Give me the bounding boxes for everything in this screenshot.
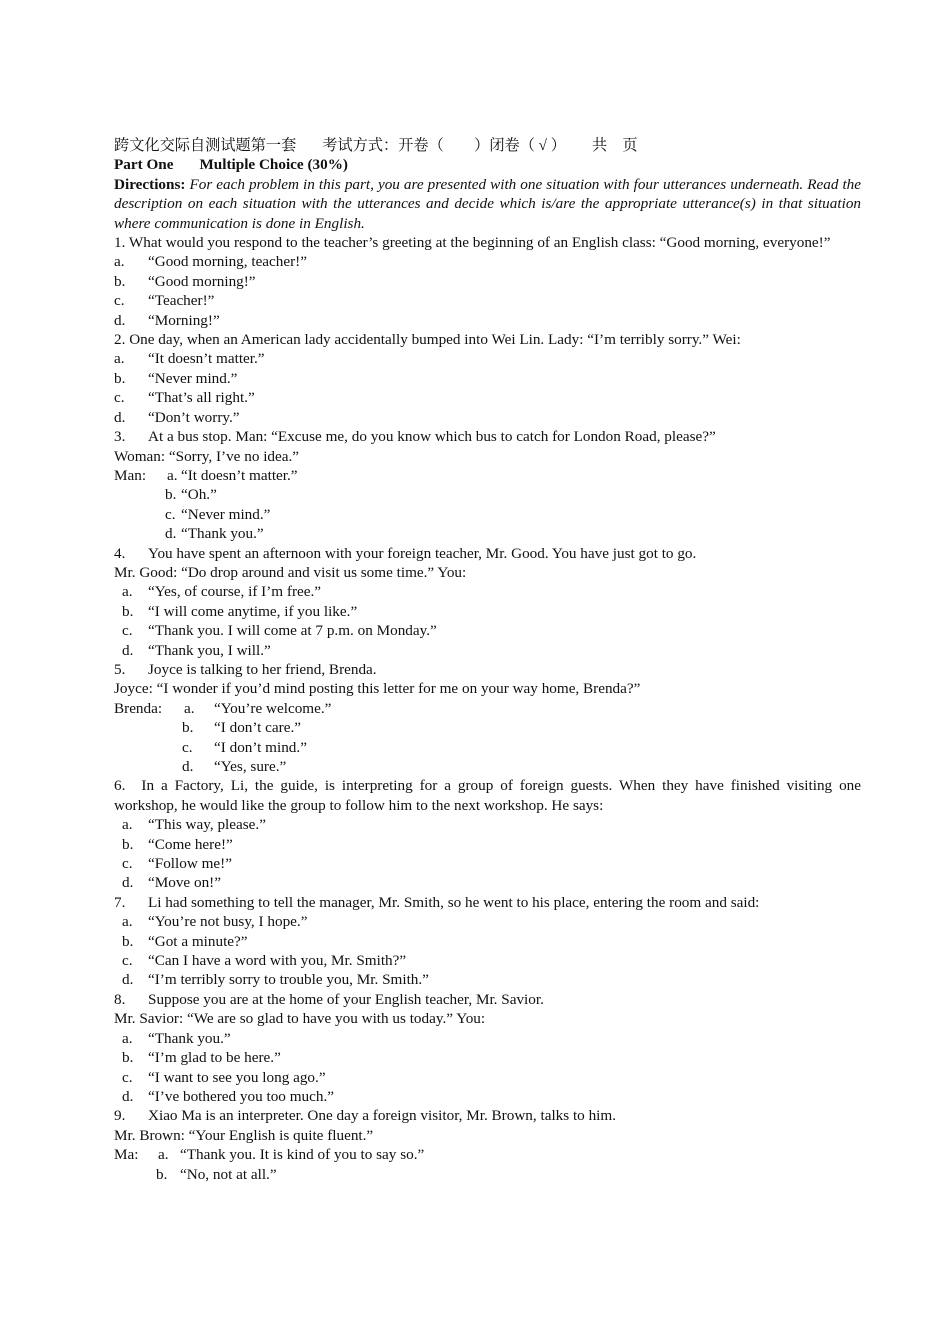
option-text: “Don’t worry.”	[148, 408, 240, 426]
option-text: “Move on!”	[148, 874, 221, 892]
option-text: “Yes, sure.”	[214, 758, 287, 775]
question-text: In a Factory, Li, the guide, is interpreting for a group of foreign guests. When they have finished visiting one workshop, he would like the group to follow him to the next workshop. He says:	[114, 777, 861, 814]
option-letter: b.	[122, 835, 134, 853]
option-letter: d.	[122, 971, 134, 989]
directions-label: Directions:	[114, 175, 186, 193]
option-letter: d.	[122, 874, 134, 892]
option	[114, 291, 861, 310]
option-letter: c.	[122, 622, 133, 640]
option-letter: b.	[122, 602, 134, 620]
exam-page	[114, 136, 861, 1184]
option	[114, 408, 861, 427]
option-text: “Got a minute?”	[148, 932, 248, 950]
option-letter: a.	[114, 253, 125, 271]
question-text: You have spent an afternoon with your foreign teacher, Mr. Good. You have just got to go.	[148, 544, 697, 562]
option-letter: a.	[184, 699, 195, 717]
option	[114, 466, 861, 485]
option-text: “You’re welcome.”	[214, 699, 332, 717]
question-4	[114, 544, 861, 563]
option	[114, 602, 861, 621]
option-letter: d.	[122, 1087, 134, 1105]
question-text: What would you respond to the teacher’s greeting at the beginning of an English class: “Good morning, everyone!”	[128, 234, 831, 252]
option-text: “It doesn’t matter.”	[148, 350, 265, 368]
option	[114, 1048, 861, 1067]
question-number: 9.	[114, 1107, 126, 1125]
exam-title: 跨文化交际自测试题第一套	[114, 137, 297, 154]
question-number: 4.	[114, 544, 126, 562]
option-text: “Teacher!”	[148, 292, 215, 310]
option	[114, 854, 861, 873]
question-text: Suppose you are at the home of your English teacher, Mr. Savior.	[148, 990, 544, 1008]
option-text: “You’re not busy, I hope.”	[148, 913, 308, 931]
option-letter: b.	[122, 932, 134, 950]
question-5	[114, 660, 861, 679]
option	[114, 699, 861, 718]
option	[114, 621, 861, 640]
speaker-label: Man:	[114, 466, 147, 484]
option-letter: a.	[122, 913, 133, 931]
option-text: “Thank you.”	[181, 525, 264, 543]
option	[114, 524, 861, 543]
question-2	[114, 330, 861, 349]
option-letter: c.	[122, 952, 133, 970]
question-number: 3.	[114, 428, 126, 446]
part-heading	[114, 155, 861, 174]
dialogue-line: Woman: “Sorry, I’ve no idea.”	[114, 447, 300, 465]
option-text: “No, not at all.”	[180, 1165, 277, 1183]
option-letter: a.	[122, 1029, 133, 1047]
option-text: “I’m terribly sorry to trouble you, Mr. Smith.”	[148, 971, 429, 989]
directions-text: For each problem in this part, you are presented with one situation with four utterances underneath. Read the description on each situation with the utterances and decide which is/are the appropriate utterance(s) in that situation where communication is done in English.	[114, 175, 862, 232]
option-text: “Never mind.”	[148, 369, 238, 387]
option-text: “Oh.”	[181, 486, 217, 504]
option	[114, 912, 861, 931]
part-title: Multiple Choice (30%)	[199, 156, 348, 174]
option	[114, 1145, 861, 1164]
option	[114, 738, 861, 757]
question-number: 6.	[114, 777, 126, 795]
option-text: “I will come anytime, if you like.”	[148, 602, 358, 620]
option	[114, 951, 861, 970]
option	[114, 815, 861, 834]
question-1	[114, 233, 861, 252]
dialogue-line: Mr. Savior: “We are so glad to have you with us today.” You:	[114, 1010, 486, 1028]
question-text: One day, when an American lady accidentally bumped into Wei Lin. Lady: “I’m terribly sorry.” Wei:	[129, 331, 741, 349]
option	[114, 835, 861, 854]
option-letter: c.	[122, 855, 133, 873]
question-number: 5.	[114, 660, 126, 678]
option-text: “Good morning!”	[148, 272, 256, 290]
option	[114, 873, 861, 892]
option-letter: a.	[167, 466, 178, 484]
option	[114, 757, 861, 776]
option-text: “Follow me!”	[148, 855, 232, 873]
question-number: 2.	[114, 331, 126, 349]
option	[114, 272, 861, 291]
question-9	[114, 1106, 861, 1125]
option-letter: c.	[114, 389, 125, 407]
option	[114, 369, 861, 388]
option	[114, 1068, 861, 1087]
option	[114, 641, 861, 660]
option-letter: d.	[122, 641, 134, 659]
exam-mode: 考试方式：开卷（ ）闭卷（ √ ）	[322, 137, 566, 154]
question-text: At a bus stop. Man: “Excuse me, do you know which bus to catch for London Road, please?”	[148, 428, 716, 446]
option-text: “Thank you, I will.”	[148, 641, 271, 659]
option-letter: b.	[114, 369, 126, 387]
exam-header	[114, 136, 861, 155]
option-letter: a.	[122, 816, 133, 834]
option	[114, 970, 861, 989]
question-number: 7.	[114, 893, 126, 911]
question-8	[114, 990, 861, 1009]
part-label: Part One	[114, 156, 174, 174]
option	[114, 932, 861, 951]
option-letter: d.	[114, 311, 126, 329]
option	[114, 1165, 861, 1184]
option-text: “Thank you. I will come at 7 p.m. on Monday.”	[148, 622, 437, 640]
option-letter: a.	[158, 1146, 169, 1164]
dialogue-line: Joyce: “I wonder if you’d mind posting this letter for me on your way home, Brenda?”	[114, 680, 641, 698]
option	[114, 1029, 861, 1048]
speaker-label: Brenda:	[114, 699, 163, 717]
speaker-label: Ma:	[114, 1146, 139, 1164]
question-3	[114, 427, 861, 446]
option-text: “This way, please.”	[148, 816, 266, 834]
option-text: “Thank you. It is kind of you to say so.”	[180, 1146, 425, 1164]
option	[114, 485, 861, 504]
option-letter: d.	[182, 758, 194, 775]
question-7	[114, 893, 861, 912]
page-count: 共 页	[592, 137, 638, 154]
option-letter: a.	[122, 583, 133, 601]
option-letter: b.	[165, 486, 177, 504]
question-text: Li had something to tell the manager, Mr. Smith, so he went to his place, entering the room and said:	[148, 893, 760, 911]
option-letter: b.	[122, 1049, 134, 1067]
option	[114, 1087, 861, 1106]
option-letter: b.	[182, 719, 194, 737]
option-text: “I want to see you long ago.”	[148, 1068, 326, 1086]
directions	[114, 175, 861, 233]
option-letter: d.	[165, 525, 177, 543]
dialogue-line: Mr. Brown: “Your English is quite fluent.”	[114, 1126, 374, 1144]
option-text: “Morning!”	[148, 311, 220, 329]
option-text: “Thank you.”	[148, 1029, 231, 1047]
question-number: 8.	[114, 990, 126, 1008]
option-letter: b.	[114, 272, 126, 290]
option-letter: b.	[156, 1165, 168, 1183]
option-letter: c.	[182, 738, 193, 756]
option-letter: c.	[122, 1068, 133, 1086]
option-text: “That’s all right.”	[148, 389, 255, 407]
option-text: “I don’t mind.”	[214, 738, 307, 756]
option	[114, 349, 861, 368]
option	[114, 388, 861, 407]
option-text: “I don’t care.”	[214, 719, 301, 737]
option-text: “Yes, of course, if I’m free.”	[148, 583, 322, 601]
question-text: Xiao Ma is an interpreter. One day a foreign visitor, Mr. Brown, talks to him.	[148, 1107, 617, 1125]
option	[114, 311, 861, 330]
option-letter: a.	[114, 350, 125, 368]
option-text: “I’m glad to be here.”	[148, 1049, 281, 1067]
option	[114, 718, 861, 737]
option-text: “It doesn’t matter.”	[181, 466, 298, 484]
option-letter: d.	[114, 408, 126, 426]
question-text: Joyce is talking to her friend, Brenda.	[148, 660, 377, 678]
option-text: “I’ve bothered you too much.”	[148, 1087, 334, 1105]
question-number: 1.	[114, 234, 126, 252]
option	[114, 252, 861, 271]
option	[114, 582, 861, 601]
option-text: “Come here!”	[148, 835, 233, 853]
dialogue-line: Mr. Good: “Do drop around and visit us some time.” You:	[114, 563, 467, 581]
question-6	[114, 776, 861, 815]
option-text: “Can I have a word with you, Mr. Smith?”	[148, 952, 407, 970]
option-text: “Never mind.”	[181, 505, 271, 523]
option-text: “Good morning, teacher!”	[148, 253, 307, 271]
option	[114, 505, 861, 524]
option-letter: c.	[165, 505, 176, 523]
option-letter: c.	[114, 292, 125, 310]
